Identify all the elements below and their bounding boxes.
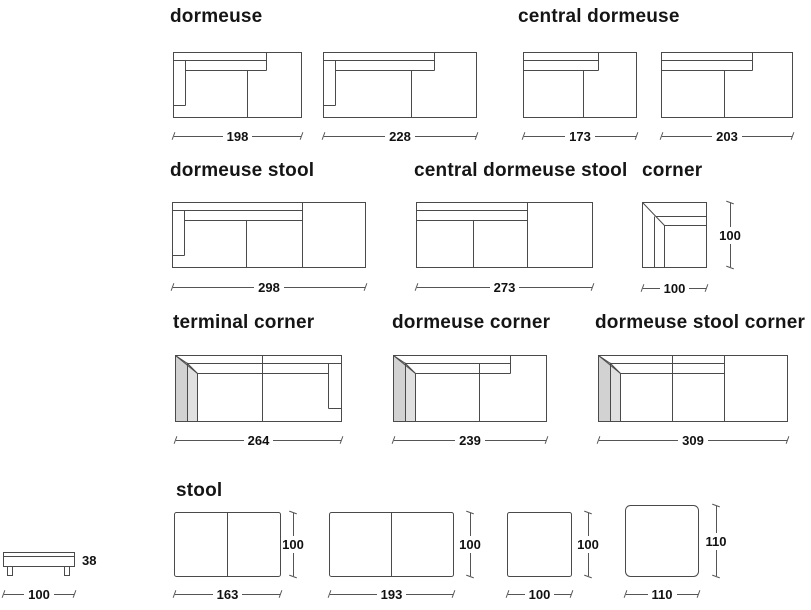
dim-value: 198 — [226, 128, 249, 144]
dim-value: 100 — [719, 227, 741, 243]
section-title-dormeuse: dormeuse — [170, 6, 263, 27]
dim-corner-width — [642, 281, 707, 295]
dim-dormeuse-stool-298 — [172, 280, 366, 294]
dim-value: 100 — [282, 537, 304, 552]
dim-value: 193 — [380, 586, 403, 602]
dim-value: 110 — [651, 586, 673, 602]
dormeuse-228-drawing — [323, 52, 477, 118]
dim-dormeuse-corner-239 — [393, 433, 547, 447]
dim-value: 239 — [459, 432, 481, 448]
dim-dormeuse-228 — [323, 129, 477, 143]
dim-stool-110-depth — [701, 505, 731, 577]
dim-value: 173 — [569, 128, 591, 144]
dim-value: 264 — [247, 432, 270, 448]
dim-stool-163-depth — [278, 512, 308, 577]
dim-value: 100 — [663, 280, 686, 296]
dim-central-dormeuse-173 — [523, 129, 637, 143]
dim-stool-side-width — [3, 587, 75, 601]
dim-dormeuse-198 — [173, 129, 302, 143]
dormeuse-stool-298-drawing — [172, 202, 366, 268]
dim-value: 100 — [28, 586, 50, 602]
dim-value: 100 — [577, 537, 599, 552]
dim-value: 273 — [493, 279, 516, 295]
dim-value: 203 — [716, 128, 738, 144]
dim-stool-163-width — [174, 587, 281, 601]
dim-value: 228 — [389, 128, 411, 144]
stool-163-drawing — [174, 512, 281, 577]
terminal-corner-264-drawing — [175, 355, 342, 422]
central-dormeuse-203-drawing — [661, 52, 793, 118]
central-dormeuse-stool-273-drawing — [416, 202, 593, 268]
dim-value: 163 — [216, 586, 239, 602]
dim-stool-side-height: 38 — [82, 553, 97, 568]
stool-193-drawing — [329, 512, 454, 577]
dim-value: 100 — [459, 537, 481, 552]
dim-value: 110 — [705, 533, 727, 549]
corner-drawing — [642, 202, 707, 268]
section-title-stool: stool — [176, 480, 223, 501]
dim-stool-110-width — [625, 587, 699, 601]
dim-value: 298 — [258, 279, 280, 295]
dim-stool-100-depth — [573, 512, 603, 577]
dormeuse-198-drawing — [173, 52, 302, 118]
dim-stool-193-width — [329, 587, 454, 601]
section-title-dormeuse-corner: dormeuse corner — [392, 312, 551, 333]
dim-central-dormeuse-stool-273 — [416, 280, 593, 294]
dim-central-dormeuse-203 — [661, 129, 793, 143]
section-title-central-dormeuse-stool: central dormeuse stool — [414, 160, 628, 181]
section-title-central-dormeuse: central dormeuse — [518, 6, 680, 27]
dim-terminal-corner-264 — [175, 433, 342, 447]
stool-110-drawing — [625, 505, 699, 577]
section-title-corner: corner — [642, 160, 703, 181]
dim-stool-100-width — [507, 587, 572, 601]
stool-side-view-drawing — [3, 552, 75, 577]
dim-stool-193-depth — [455, 512, 485, 577]
dormeuse-stool-corner-309-drawing — [598, 355, 788, 422]
dormeuse-corner-239-drawing — [393, 355, 547, 422]
central-dormeuse-173-drawing — [523, 52, 637, 118]
section-title-terminal-corner: terminal corner — [173, 312, 315, 333]
dim-dormeuse-stool-corner-309 — [598, 433, 788, 447]
stool-100-drawing — [507, 512, 572, 577]
dim-value: 309 — [682, 432, 704, 448]
section-title-dormeuse-stool: dormeuse stool — [170, 160, 315, 181]
dim-value: 100 — [528, 586, 551, 602]
section-title-dormeuse-stool-corner: dormeuse stool corner — [595, 312, 806, 333]
dim-corner-depth — [715, 202, 745, 268]
